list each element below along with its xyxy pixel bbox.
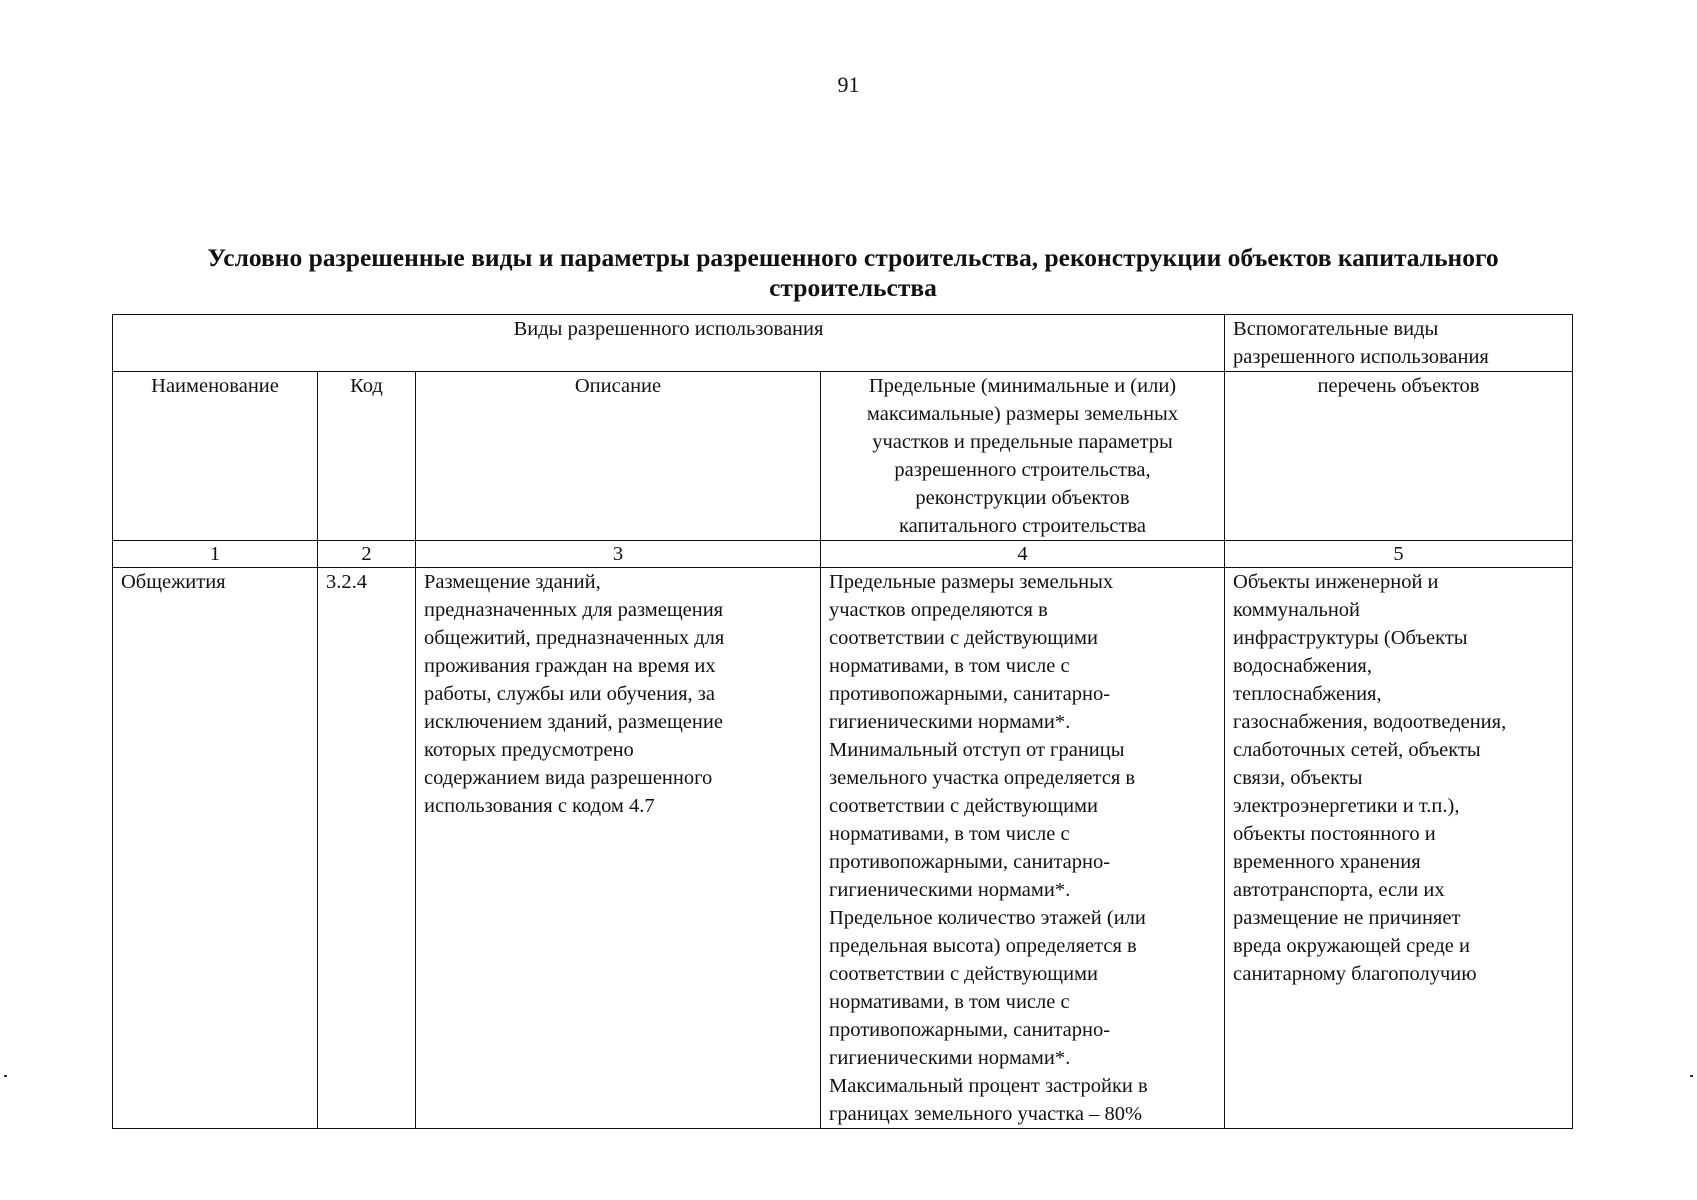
- description-line: проживания граждан на время их: [424, 655, 716, 677]
- parameters-line: противопожарными, санитарно-: [829, 683, 1111, 705]
- auxiliary-line: водоснабжения,: [1233, 655, 1372, 677]
- auxiliary-line: газоснабжения, водоотведения,: [1233, 711, 1507, 733]
- parameters-line: границах земельного участка – 80%: [829, 1103, 1143, 1125]
- parameters-line: нормативами, в том числе с: [829, 823, 1070, 845]
- header-parameters-line: Предельные (минимальные и (или): [868, 375, 1177, 397]
- auxiliary-line: размещение не причиняет: [1233, 907, 1461, 929]
- header-description: Описание: [416, 372, 821, 541]
- header-object-list: перечень объектов: [1225, 372, 1573, 541]
- header-parameters-line: капитального строительства: [899, 515, 1146, 537]
- cell-name: Общежития: [113, 568, 318, 1129]
- title-line-1: Условно разрешенные виды и параметры разрешенного строительства, реконструкции объектов капитального: [207, 243, 1499, 272]
- header-parameters-line: максимальные) размеры земельных: [866, 403, 1179, 425]
- header-parameters: [821, 372, 1225, 541]
- parameters-line: Максимальный процент застройки в: [829, 1075, 1148, 1097]
- parameters-line: гигиеническими нормами*.: [829, 879, 1071, 901]
- description-line: которых предусмотрено: [424, 739, 634, 761]
- description-line: использования с кодом 4.7: [424, 795, 655, 817]
- description-line: исключением зданий, размещение: [424, 711, 723, 733]
- parameters-line: нормативами, в том числе с: [829, 991, 1070, 1013]
- header-name: Наименование: [113, 372, 318, 541]
- auxiliary-line: слаботочных сетей, объекты: [1233, 739, 1481, 761]
- auxiliary-line: электроэнергетики и т.п.),: [1233, 795, 1460, 817]
- parameters-line: Предельное количество этажей (или: [829, 907, 1146, 929]
- header-permitted-uses: Виды разрешенного использования: [113, 315, 1225, 372]
- cell-description: [416, 568, 821, 1129]
- cell-auxiliary-objects: [1225, 568, 1573, 1129]
- cell-parameters: [821, 568, 1225, 1129]
- table-group-header-row: [113, 315, 1573, 372]
- header-parameters-line: разрешенного строительства,: [894, 459, 1151, 481]
- header-auxiliary-uses: [1225, 315, 1573, 372]
- cell-code: 3.2.4: [318, 568, 416, 1129]
- column-number: 5: [1225, 541, 1573, 568]
- scan-edge-mark: [4, 1075, 7, 1077]
- auxiliary-line: инфраструктуры (Объекты: [1233, 627, 1468, 649]
- column-number: 3: [416, 541, 821, 568]
- parameters-line: соответствии с действующими: [829, 963, 1098, 985]
- auxiliary-line: теплоснабжения,: [1233, 683, 1382, 705]
- description-line: общежитий, предназначенных для: [424, 627, 725, 649]
- parameters-line: Предельные размеры земельных: [829, 571, 1114, 593]
- header-code: Код: [318, 372, 416, 541]
- permitted-use-table: [112, 314, 1573, 1129]
- parameters-line: нормативами, в том числе с: [829, 655, 1070, 677]
- parameters-line: противопожарными, санитарно-: [829, 1019, 1111, 1041]
- parameters-line: земельного участка определяется в: [829, 767, 1136, 789]
- parameters-line: гигиеническими нормами*.: [829, 711, 1071, 733]
- parameters-line: участков определяются в: [829, 599, 1048, 621]
- description-line: предназначенных для размещения: [424, 599, 724, 621]
- auxiliary-line: временного хранения: [1233, 851, 1421, 873]
- header-parameters-line: участков и предельные параметры: [872, 431, 1173, 453]
- description-line: содержанием вида разрешенного: [424, 767, 713, 789]
- header-parameters-line: реконструкции объектов: [915, 487, 1130, 509]
- description-line: Размещение зданий,: [424, 571, 601, 593]
- header-auxiliary-line-2: разрешенного использования: [1233, 346, 1489, 368]
- scan-edge-mark: [1690, 1075, 1693, 1077]
- parameters-line: противопожарными, санитарно-: [829, 851, 1111, 873]
- table-column-header-row: [113, 372, 1573, 541]
- parameters-line: предельная высота) определяется в: [829, 935, 1137, 957]
- header-auxiliary-line-1: Вспомогательные виды: [1233, 318, 1439, 340]
- column-number: 2: [318, 541, 416, 568]
- auxiliary-line: санитарному благополучию: [1233, 963, 1477, 985]
- parameters-line: Минимальный отступ от границы: [829, 739, 1125, 761]
- table-column-numbers-row: [113, 541, 1573, 568]
- page-number: 91: [837, 72, 860, 97]
- auxiliary-line: Объекты инженерной и: [1233, 571, 1439, 593]
- parameters-line: гигиеническими нормами*.: [829, 1047, 1071, 1069]
- auxiliary-line: коммунальной: [1233, 599, 1361, 621]
- description-line: работы, службы или обучения, за: [424, 683, 715, 705]
- parameters-line: соответствии с действующими: [829, 795, 1098, 817]
- document-title: [113, 243, 1593, 303]
- auxiliary-line: связи, объекты: [1233, 767, 1363, 789]
- auxiliary-line: объекты постоянного и: [1233, 823, 1436, 845]
- table-row: [113, 568, 1573, 1129]
- auxiliary-line: вреда окружающей среде и: [1233, 935, 1470, 957]
- title-line-2: строительства: [769, 273, 937, 302]
- column-number: 4: [821, 541, 1225, 568]
- auxiliary-line: автотранспорта, если их: [1233, 879, 1445, 901]
- parameters-line: соответствии с действующими: [829, 627, 1098, 649]
- column-number: 1: [113, 541, 318, 568]
